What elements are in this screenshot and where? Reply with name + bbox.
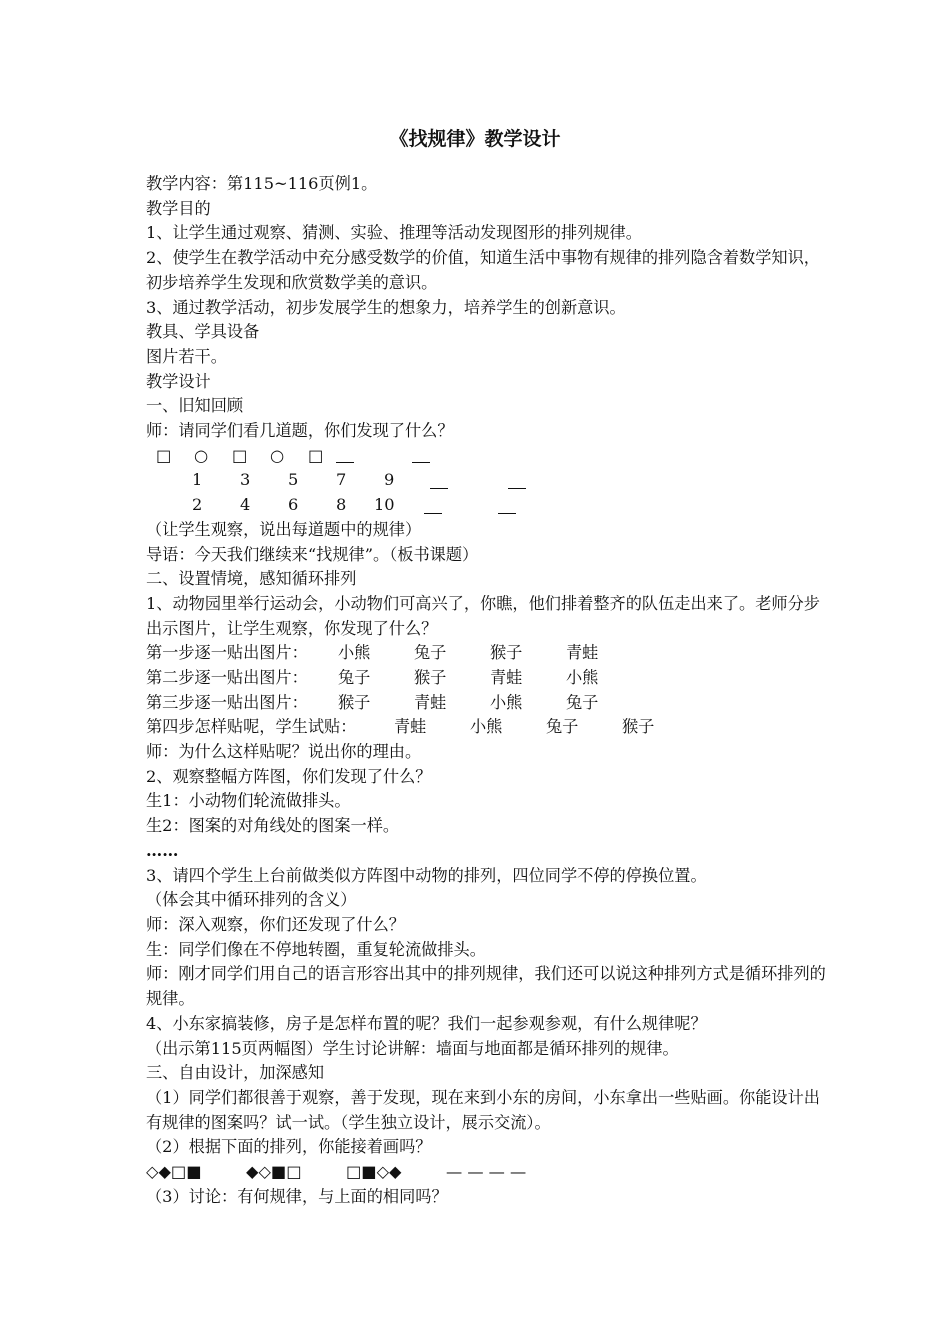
step-animal: 猴子 <box>338 692 371 712</box>
step-animal: 小熊 <box>470 717 503 737</box>
sequence-item: 1 <box>192 470 203 490</box>
step-animal: 青蛙 <box>566 643 599 663</box>
sequence-item: 7 <box>336 470 347 490</box>
sequence-item: ○ <box>194 445 209 465</box>
step-animal: 青蛙 <box>394 717 427 737</box>
answer-blank[interactable] <box>508 472 526 489</box>
teacher-question-1: 师：请同学们看几道题，你们发现了什么？ <box>146 421 454 441</box>
answer-blank[interactable] <box>412 446 430 463</box>
sequence-item: □ <box>156 445 172 465</box>
step-animal: 兔子 <box>566 692 599 712</box>
paragraph-3: 3、请四个学生上台前做类似方阵图中动物的排列，四位同学不停的停换位置。 <box>146 865 707 885</box>
step-animal: 猴子 <box>490 643 523 663</box>
answer-blank[interactable] <box>424 497 442 514</box>
observe-note: （让学生观察，说出每道题中的规律） <box>146 519 422 539</box>
teacher-summary: 师：刚才同学们用自己的语言形容出其中的排列规律，我们还可以说这种排列方式是循环排列的规律。 <box>146 964 826 1009</box>
even-sequence <box>146 493 826 518</box>
step-animal: 兔子 <box>414 643 447 663</box>
shape-sequence <box>146 444 826 469</box>
teaching-content: 教学内容：第115~116页例1。 <box>146 174 378 193</box>
step-row <box>146 666 826 691</box>
document-title: 《找规律》教学设计 <box>389 128 561 150</box>
pattern-group: ◆◇■□ <box>246 1162 302 1182</box>
pattern-group: ◇◆□■ <box>146 1162 202 1182</box>
sequence-item: 4 <box>240 495 251 515</box>
step-animal: 兔子 <box>546 717 579 737</box>
student-answer-1: 生1：小动物们轮流做排头。 <box>146 791 351 811</box>
goal-heading: 教学目的 <box>146 198 211 218</box>
answer-blank[interactable] <box>336 446 354 463</box>
pattern-group: □■◇◆ <box>346 1162 402 1182</box>
step-row <box>146 715 826 740</box>
teacher-question-2: 师：深入观察，你们还发现了什么？ <box>146 914 405 934</box>
design-heading: 教学设计 <box>146 371 211 391</box>
goal-3: 3、通过教学活动，初步发展学生的想象力，培养学生的创新意识。 <box>146 297 626 317</box>
step-animal: 猴子 <box>414 668 447 687</box>
step-animal: 小熊 <box>338 643 371 663</box>
step-animal: 小熊 <box>490 692 523 712</box>
student-answer-3: 生：同学们像在不停地转圈，重复轮流做排头。 <box>146 939 486 959</box>
question-1: （1）同学们都很善于观察，善于发现，现在来到小东的房间，小东拿出一些贴画。你能设计出有规律的图案吗？试一试。（学生独立设计，展示交流）。 <box>146 1087 820 1132</box>
step-animal: 兔子 <box>338 668 371 687</box>
paragraph-1: 1、动物园里举行运动会，小动物们可高兴了，你瞧，他们排着整齐的队伍走出来了。老师分步出示图片，让学生观察，你发现了什么？ <box>146 593 820 638</box>
step-animal: 青蛙 <box>414 692 447 712</box>
intro-text: 导语：今天我们继续来“找规律”。（板书课题） <box>146 544 479 564</box>
step-label: 第三步逐一贴出图片： <box>146 692 308 712</box>
document-body <box>146 172 826 1209</box>
sequence-item: □ <box>308 445 324 465</box>
step-row <box>146 641 826 666</box>
sequence-item: □ <box>232 445 248 465</box>
step-label: 第四步怎样贴呢，学生试贴： <box>146 717 357 737</box>
goal-2: 2、使学生在教学活动中充分感受数学的价值，知道生活中事物有规律的排列隐含着数学知识，初步培养学生发现和欣赏数学美的意识。 <box>146 248 820 292</box>
step-label: 第一步逐一贴出图片： <box>146 643 308 663</box>
step-animal: 小熊 <box>566 668 599 687</box>
answer-blank[interactable] <box>430 472 448 489</box>
ellipsis: …… <box>146 840 179 860</box>
step-label: 第二步逐一贴出图片： <box>146 668 308 687</box>
section-1-heading: 一、旧知回顾 <box>146 396 244 416</box>
paragraph-2: 2、观察整幅方阵图，你们发现了什么？ <box>146 766 432 786</box>
sequence-item: 3 <box>240 470 251 490</box>
step-animal: 猴子 <box>622 717 655 737</box>
sequence-item: 10 <box>374 495 395 515</box>
sequence-item: 9 <box>384 470 395 490</box>
answer-blank[interactable] <box>498 497 516 514</box>
paragraph-3-note: （体会其中循环排列的含义） <box>146 890 357 910</box>
teacher-why: 师：为什么这样贴呢？说出你的理由。 <box>146 742 422 762</box>
student-answer-2: 生2：图案的对角线处的图案一样。 <box>146 816 400 836</box>
question-3: （3）讨论：有何规律，与上面的相同吗？ <box>146 1186 448 1206</box>
paragraph-4-note: （出示第115页两幅图）学生讨论讲解：墙面与地面都是循环排列的规律。 <box>146 1038 679 1058</box>
tools-text: 图片若干。 <box>146 346 227 366</box>
sequence-item: 8 <box>336 495 347 515</box>
paragraph-4: 4、小东家搞装修，房子是怎样布置的呢？我们一起参观参观，有什么规律呢？ <box>146 1013 707 1033</box>
sequence-item: 6 <box>288 495 299 515</box>
goal-1: 1、让学生通过观察、猜测、实验、推理等活动发现图形的排列规律。 <box>146 223 642 243</box>
sequence-item: 5 <box>288 470 299 490</box>
section-2-heading: 二、设置情境，感知循环排列 <box>146 569 357 589</box>
section-3-heading: 三、自由设计，加深感知 <box>146 1063 325 1083</box>
pattern-sequence <box>146 1160 826 1185</box>
pattern-blanks[interactable]: — — — — <box>446 1162 527 1182</box>
step-row <box>146 691 826 716</box>
step-animal: 青蛙 <box>490 668 523 687</box>
sequence-item: ○ <box>270 445 285 465</box>
tools-heading: 教具、学具设备 <box>146 322 260 342</box>
odd-sequence <box>146 468 826 493</box>
sequence-item: 2 <box>192 495 203 515</box>
question-2: （2）根据下面的排列，你能接着画吗？ <box>146 1137 432 1157</box>
